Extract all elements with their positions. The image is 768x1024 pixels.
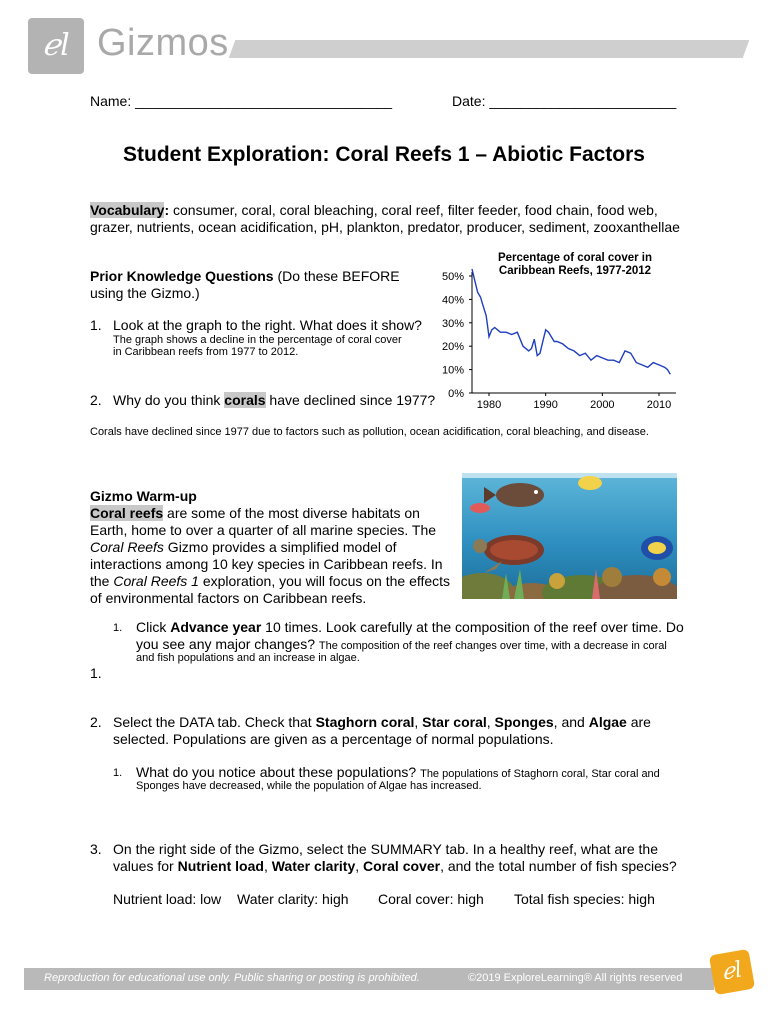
y-tick-label: 40% [441, 294, 464, 307]
prior-q2-text: Why do you think corals have declined since 1977? [113, 392, 436, 408]
name-line: _________________________________ [135, 93, 393, 109]
warmup-line1: Coral reefs are some of the most diverse habitats on [90, 505, 420, 521]
name-label: Name: [90, 93, 132, 109]
date-line: ________________________ [489, 93, 677, 109]
q3-line1: On the right side of the Gizmo, select the SUMMARY tab. In a healthy reef, what are the [113, 841, 658, 857]
header-bar [229, 40, 750, 58]
q2-sub-number: 1. [113, 767, 123, 779]
q2-sub-line1: What do you notice about these populations? The populations of Staghorn coral, Star coral and [136, 764, 660, 780]
coral-reef-image [462, 473, 677, 599]
date-label: Date: [452, 93, 486, 109]
prior-knowledge-heading: Prior Knowledge Questions (Do these BEFORE [90, 268, 400, 284]
stray-number: 1. [90, 665, 102, 681]
chart-title-line2: Caribbean Reefs, 1977-2012 [498, 265, 652, 277]
footer-logo: ℯl [709, 949, 755, 995]
x-tick-label: 1990 [533, 399, 558, 411]
prior-q1-number: 1. [90, 317, 102, 333]
q3-answer-fish: Total fish species: high [514, 891, 655, 907]
coral-cover-chart [432, 246, 682, 416]
parrot-fish [470, 503, 490, 513]
coral-cover-series-line [472, 269, 670, 374]
q2-line1: Select the DATA tab. Check that Staghorn coral, Star coral, Sponges, and Algae are [113, 714, 651, 730]
q2-number: 2. [90, 714, 102, 730]
prior-q2-number: 2. [90, 392, 102, 408]
footer-copyright: ©2019 ExploreLearning® All rights reserved [468, 972, 683, 984]
vocabulary-label: Vocabulary [90, 202, 165, 218]
prior-knowledge-heading-line2: using the Gizmo.) [90, 285, 200, 301]
q3-line2: values for Nutrient load, Water clarity, Coral cover, and the total number of fish species? [113, 858, 677, 874]
warmup-line4: interactions among 10 key species in Caribbean reefs. In [90, 556, 443, 572]
y-tick-label: 30% [441, 317, 464, 330]
prior-a1-line1: The graph shows a decline in the percentage of coral cover [113, 334, 402, 346]
warmup-line5: the Coral Reefs 1 exploration, you will focus on the effects [90, 573, 451, 589]
q1-line1: Click Advance year 10 times. Look carefully at the composition of the reef over time. Do [136, 619, 684, 635]
logo-text: ℯl [42, 28, 70, 63]
page-title: Student Exploration: Coral Reefs 1 – Abiotic Factors [123, 143, 645, 166]
warmup-heading: Gizmo Warm-up [90, 488, 197, 504]
q3-answer-clarity: Water clarity: high [237, 891, 349, 907]
name-field [90, 93, 392, 110]
q3-answer-coral: Coral cover: high [378, 891, 484, 907]
q1-number: 1. [113, 622, 123, 634]
q1-line2: you see any major changes? The composition of the reef changes over time, with a decrease in coral [136, 636, 667, 652]
angelfish-right [641, 536, 673, 560]
prior-q1-text: Look at the graph to the right. What does it show? [113, 317, 422, 333]
warmup-line6: of environmental factors on Caribbean reefs. [90, 590, 367, 606]
warmup-line2: Earth, home to over a quarter of all marine species. The [90, 522, 437, 538]
q1-answer-line2: and fish populations and an increase in algae. [136, 652, 360, 664]
x-tick-label: 2010 [646, 399, 672, 411]
y-tick-label: 0% [448, 388, 464, 400]
q2-line2: selected. Populations are given as a percentage of normal populations. [113, 731, 554, 747]
date-field [452, 93, 676, 110]
brand-name: Gizmos [97, 22, 229, 64]
explorelearning-logo [28, 18, 84, 74]
q3-number: 3. [90, 841, 102, 857]
warmup-line3: Coral Reefs Gizmo provides a simplified model of [90, 539, 397, 555]
y-tick-label: 50% [441, 271, 464, 283]
y-tick-label: 20% [441, 341, 464, 354]
y-tick-label: 10% [441, 364, 464, 377]
yellow-fish [578, 476, 602, 490]
prior-a2: Corals have declined since 1977 due to factors such as pollution, ocean acidification, coral bleaching, and disease. [90, 426, 649, 438]
prior-a1-line2: in Caribbean reefs from 1977 to 2012. [113, 346, 299, 358]
q2-sub-line2: Sponges have decreased, while the population of Algae has increased. [136, 780, 482, 792]
footer-disclaimer: Reproduction for educational use only. Public sharing or posting is prohibited. [44, 972, 420, 984]
q3-answer-nutrient: Nutrient load: low [113, 891, 222, 907]
x-tick-label: 2000 [590, 399, 615, 411]
vocabulary-line2: grazer, nutrients, ocean acidification, pH, plankton, predator, producer, sediment, zooxanthellae [90, 219, 680, 235]
x-tick-label: 1980 [476, 399, 502, 411]
vocabulary-line1: Vocabulary: consumer, coral, coral bleaching, coral reef, filter feeder, food chain, food web, [90, 202, 658, 218]
chart-title-line1: Percentage of coral cover in [497, 252, 653, 264]
